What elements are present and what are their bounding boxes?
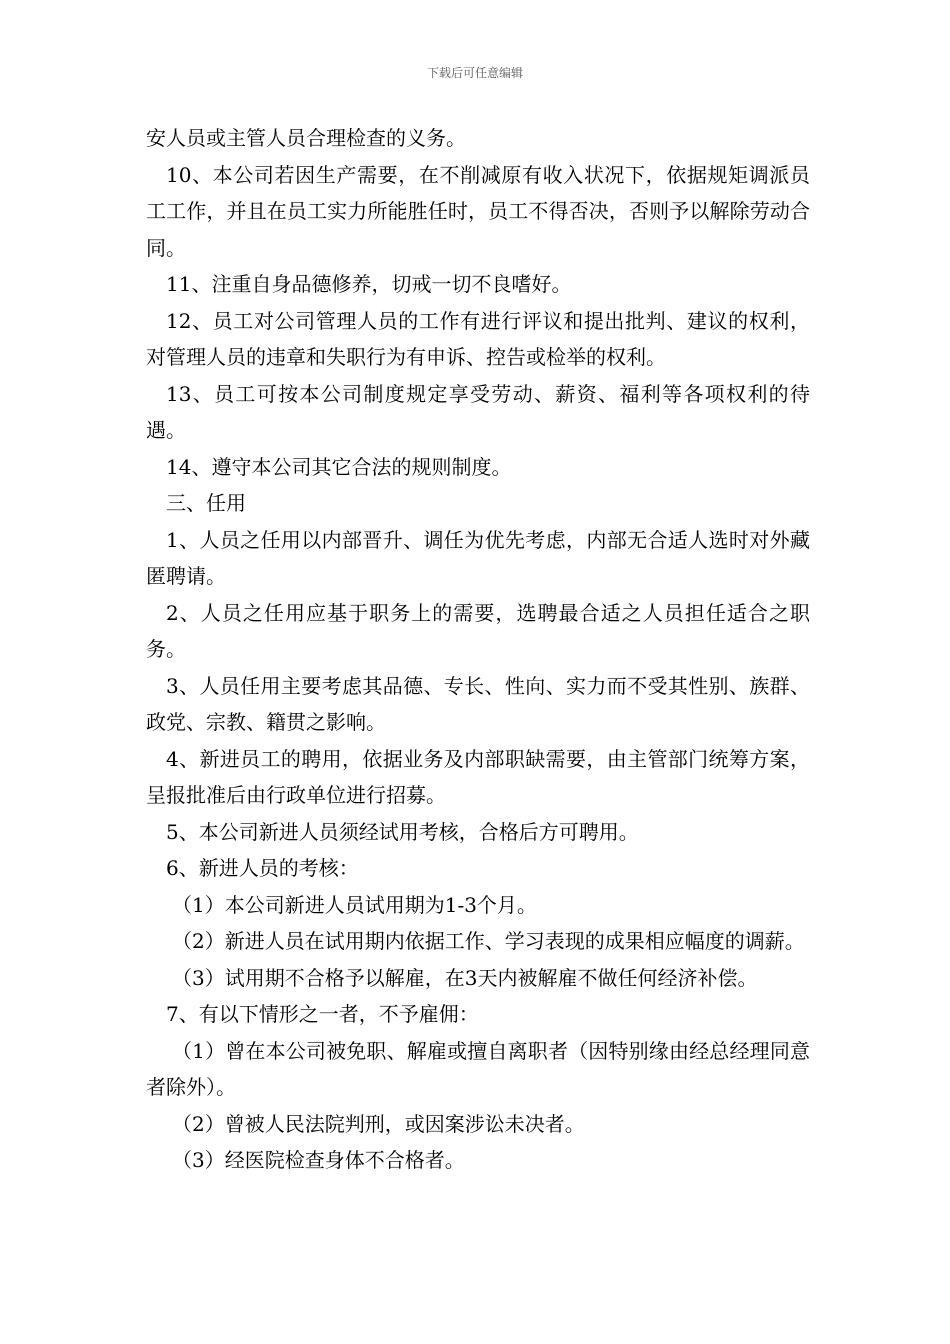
list-item: （3）经医院检查身体不合格者。 [172, 1148, 465, 1172]
paragraph: 14、遵守本公司其它合法的规则制度。 [166, 454, 512, 479]
list-item: （2）新进人员在试用期内依据工作、学习表现的成果相应幅度的调薪。 [172, 929, 805, 953]
paragraph: 2、人员之任用应基于职务上的需要，选聘最合适之人员担任适合之职务。 [146, 600, 810, 661]
paragraph: 7、有以下情形之一者，不予雇佣： [166, 1002, 479, 1026]
paragraph: 13、员工可按本公司制度规定享受劳动、薪资、福利等各项权利的待遇。 [146, 381, 810, 442]
section-heading: 三、任用 [166, 491, 246, 515]
page-header: 下载后可任意编辑 [426, 66, 523, 80]
paragraph: 10、本公司若因生产需要，在不削减原有收入状况下，依据规矩调派员工工作，并且在员工实力所能胜任时，员工不得否决，否则予以解除劳动合同。 [146, 162, 810, 260]
paragraph: 3、人员任用主要考虑其品德、专长、性向、实力而不受其性别、族群、政党、宗教、籍贯之影响。 [146, 673, 810, 734]
list-item: （1）曾在本公司被免职、解雇或擅自离职者（因特别缘由经总经理同意者除外）。 [146, 1038, 810, 1099]
document-body [146, 120, 810, 1179]
list-item: （2）曾被人民法院判刑，或因案涉讼未决者。 [172, 1111, 585, 1136]
list-item: （3）试用期不合格予以解雇，在3天内被解雇不做任何经济补偿。 [172, 965, 758, 990]
paragraph: 4、新进员工的聘用，依据业务及内部职缺需要，由主管部门统筹方案，呈报批准后由行政单位进行招募。 [146, 746, 810, 807]
paragraph: 12、员工对公司管理人员的工作有进行评议和提出批判、建议的权利，对管理人员的违章和失职行为有申诉、控告或检举的权利。 [146, 308, 810, 369]
paragraph: 6、新进人员的考核： [166, 856, 359, 880]
list-item: （1）本公司新进人员试用期为1-3个月。 [172, 892, 537, 917]
paragraph: 安人员或主管人员合理检查的义务。 [146, 126, 466, 150]
paragraph: 1、人员之任用以内部晋升、调任为优先考虑，内部无合适人选时对外藏匿聘请。 [146, 527, 810, 588]
paragraph: 5、本公司新进人员须经试用考核，合格后方可聘用。 [166, 819, 639, 844]
paragraph: 11、注重自身品德修养，切戒一切不良嗜好。 [166, 272, 572, 296]
